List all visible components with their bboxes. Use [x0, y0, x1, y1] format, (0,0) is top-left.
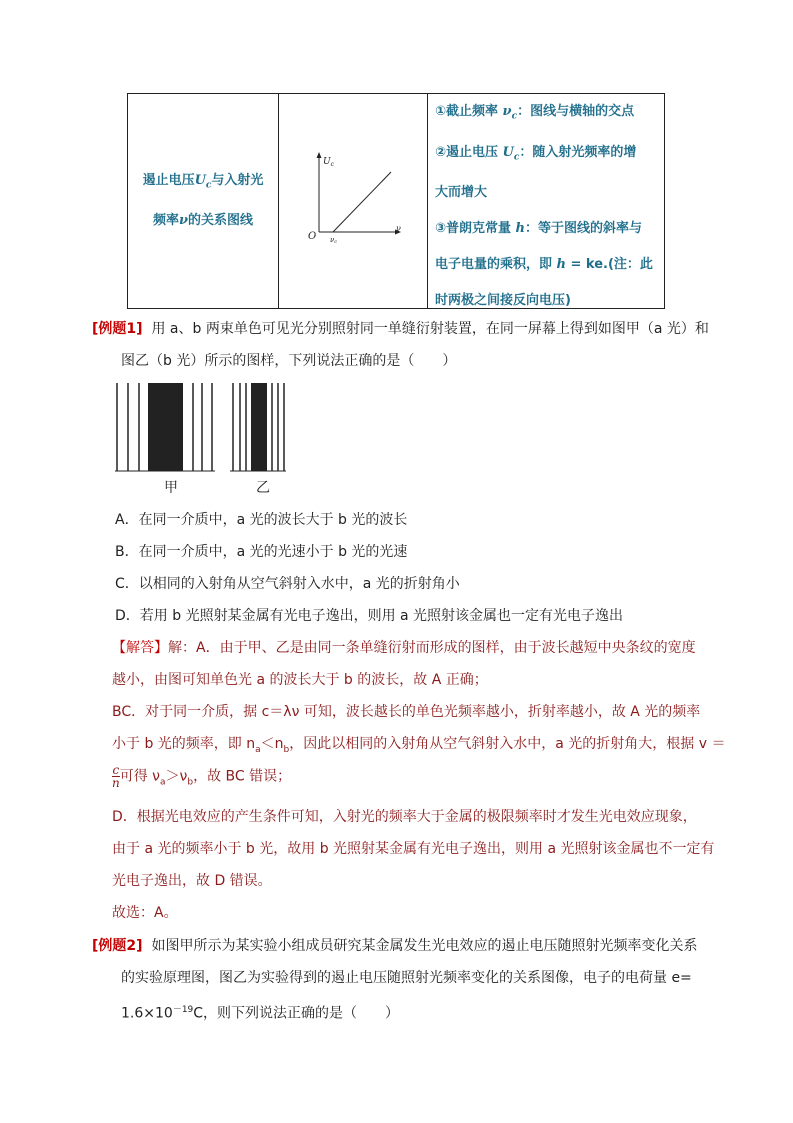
ex2-tag: [例题2] [92, 938, 143, 954]
figure-a-label: 甲 [164, 480, 178, 496]
solution-line-3: BC．对于同一介质，据 c＝λν 可知，波长越长的单色光频率越小，折射率越小，故 A 光的频率 [112, 704, 701, 720]
figure-b-label: 乙 [256, 480, 270, 496]
solution-line-1: 【解答】解：A．由于甲、乙是由同一条单缝衍射而形成的图样，由于波长越短中央条纹的宽度 [112, 640, 696, 656]
ex1-question-line-2: 图乙（b 光）所示的图样，下列说法正确的是（ ） [121, 353, 457, 369]
table-graph-cell [279, 94, 428, 308]
table-right-cell [428, 94, 664, 308]
solution-line-6: D．根据光电效应的产生条件可知，入射光的频率大于金属的极限频率时才发生光电效应现象， [112, 809, 697, 825]
x-axis-label: ν [396, 224, 401, 233]
c-over-n-fraction: $\frac{c}{n}$ [112, 763, 120, 790]
nu-c-label: νc [330, 236, 338, 245]
solution-line-7: 由于 a 光的频率小于 b 光，故用 b 光照射某金属有光电子逸出，则用 a 光照射该金属也不一定有 [112, 841, 715, 857]
diffraction-pattern-a [115, 383, 215, 473]
option-b: B．在同一介质中，a 光的光速小于 b 光的光速 [115, 544, 408, 560]
right-line-2: ②遏止电压 $U_c$：随入射光频率的增 [435, 144, 637, 163]
right-line-3: 大而增大 [435, 185, 488, 201]
answer-choice: 故选：A。 [112, 905, 178, 921]
right-line-5: 电子电量的乘积，即 h = ke.(注：此 [435, 257, 653, 273]
option-d: D．若用 b 光照射某金属有光电子逸出，则用 a 光照射该金属也一定有光电子逸出 [115, 608, 624, 624]
table-left-cell [128, 94, 279, 308]
left-line-1: 遏止电压$U_c$与入射光 [142, 172, 264, 191]
origin-label: O [308, 231, 317, 242]
uc-vs-nu-graph [279, 94, 428, 308]
ex1-question-line-1: [例题1] 用 a、b 两束单色可见光分别照射同一单缝衍射装置，在同一屏幕上得到如图甲（a 光）和 [92, 321, 709, 337]
right-line-4: ③普朗克常量 h：等于图线的斜率与 [435, 221, 643, 237]
right-line-1: ①截止频率 $\nu_c$：图线与横轴的交点 [435, 104, 635, 122]
uc-line [333, 172, 391, 232]
y-axis-label: $U_c$ [323, 157, 334, 168]
right-line-6: 时两极之间接反向电压) [435, 293, 571, 309]
ex2-question-line-1: [例题2] 如图甲所示为某实验小组成员研究某金属发生光电效应的遏止电压随照射光频率变化关系 [92, 938, 698, 954]
ex2-question-line-2: 的实验原理图，图乙为实验得到的遏止电压随照射光频率变化的关系图像，电子的电荷量 e= [121, 970, 692, 986]
solution-line-2: 越小，由图可知单色光 a 的波长大于 b 的波长，故 A 正确； [112, 672, 488, 688]
ex2-question-line-3: $1.6\times 10^{-19}C$，则下列说法正确的是（ ） [121, 1005, 400, 1022]
option-a: A．在同一介质中，a 光的波长大于 b 光的波长 [115, 512, 408, 528]
left-line-2: 频率ν的关系图线 [152, 213, 254, 229]
option-c: C．以相同的入射角从空气斜射入水中，a 光的折射角小 [115, 576, 460, 592]
diffraction-pattern-b [230, 383, 286, 473]
solution-line-5: $\frac{c}{n}$ 可得 $\nu_a>\nu_b$，故 BC 错误； [112, 763, 292, 790]
ex1-tag: [例题1] [92, 321, 143, 337]
solution-tag: 【解答】 [112, 640, 168, 656]
solution-line-8: 光电子逸出，故 D 错误。 [112, 873, 272, 889]
summary-table [127, 93, 665, 309]
solution-line-4: 小于 b 光的频率，即 $n_a<n_b$，因此以相同的入射角从空气斜射入水中，a 光的折射角大，根据 v ＝ [112, 736, 726, 755]
y-axis-arrow [317, 152, 322, 158]
